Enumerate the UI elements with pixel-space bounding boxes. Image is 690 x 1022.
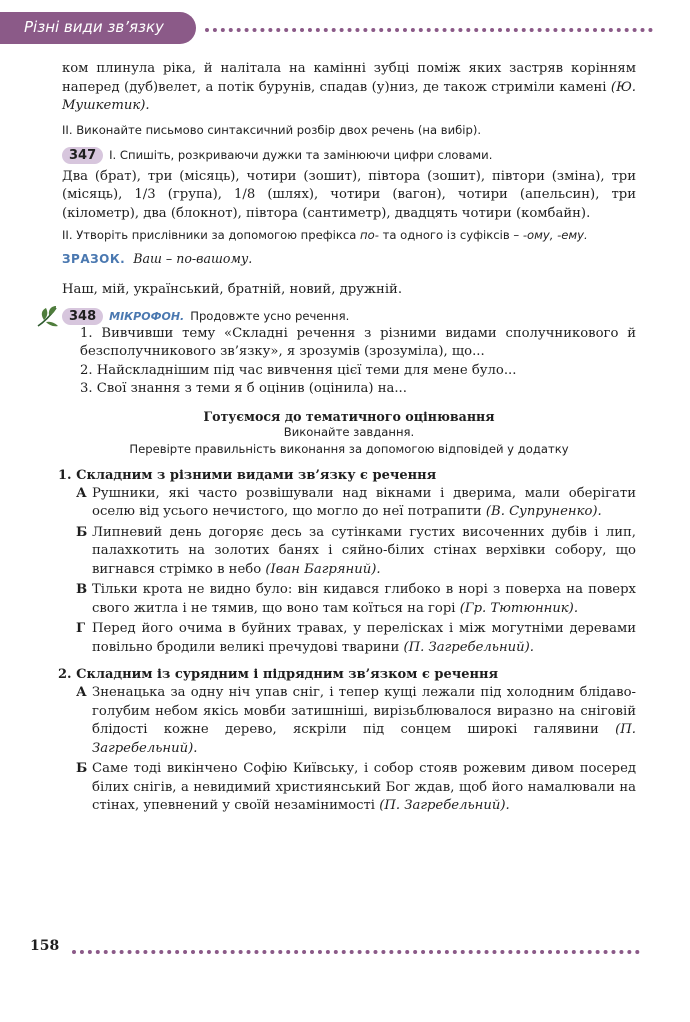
option-text <box>92 760 636 816</box>
exercise-348-item-3: 3. Свої знання з теми я б оцінив (оцінила) на... <box>80 381 407 397</box>
section-line-1: Виконайте завдання. <box>283 424 415 439</box>
question-1-option-v <box>76 581 636 618</box>
task2-suffix-text: та одного із суфіксів – <box>378 228 523 242</box>
option-sentence: Зненацька за одну ніч упав сніг, і тепер кущі лежали під холодним блідаво-голубим небом якісь мовби затишніші, вирізьблювалося виразно на сніговій блідості кожне дерево, яскріли під сонцем широкі галявини <box>92 685 636 738</box>
option-sentence: Саме тоді викінчено Софію Київську, і собор стояв рожевим дивом посеред білих снігів, а невидимий християнський Бог ждав, щоб його намалювали на стінах, упевнений у своїй незамінимості <box>92 761 636 814</box>
intro-tail-text: ком плинула ріка, й налітала на камінні зубці поміж яких застряв корінням наперед (дуб)велет, а потік бурунів, спадав (у)низ, де також стриміли камені <box>62 61 636 95</box>
microphone-label: МІКРОФОН. <box>109 309 185 323</box>
page-content <box>58 60 636 818</box>
sample-text: Ваш – по-вашому. <box>133 251 253 266</box>
option-letter: Б <box>76 524 88 540</box>
exercise-347-body: Два (брат), три (місяць), чотири (зошит), півтора (зошит), півтори (зміна), три (місяць), 1/3 (група), 1/8 (шлях), чотири (вагон), чотири (апельсин), три (кілометр), два (блокнот), півтора (сантиметр), двадцять чотири (комбайн). <box>62 168 636 221</box>
leaf-icon <box>36 304 64 330</box>
sample-label: ЗРАЗОК. <box>62 252 126 266</box>
intro-tail <box>62 60 636 116</box>
header-title: Різні види зв’язку <box>24 18 164 36</box>
option-letter: Г <box>76 621 86 637</box>
exercise-348-number: 348 <box>62 308 103 325</box>
exercise-347-task1: I. Спишіть, розкриваючи дужки та замінюючи цифри словами. <box>109 147 493 162</box>
option-author: (В. Супруненко). <box>485 504 602 520</box>
question-1-option-b <box>76 524 636 580</box>
option-text <box>92 684 636 758</box>
task2-prefix: II. Утворіть прислівники за допомогою префікса <box>62 228 361 242</box>
question-2-option-b <box>76 760 636 816</box>
option-sentence: Липневий день догоряє десь за сутінками густих височенних дубів і лип, палахкотить на золотих банях і сяйно-білих стінах верхівки собору, що вигнався стрімко в небо <box>92 524 636 577</box>
exercise-347-task2 <box>62 227 636 244</box>
option-sentence: Тільки крота не видно було: він кидався глибоко в норі з поверха на поверх свого житла і не тямив, що воно там коїться на горі <box>92 582 636 616</box>
option-text <box>92 524 636 580</box>
intro-tail-author: (Ю. Мушкетик). <box>62 79 636 113</box>
option-letter: А <box>76 685 87 701</box>
option-sentence: Перед його очима в буйних травах, у перелісках і між могутніми деревами повільно бродили великі пречудові тварини <box>92 621 636 655</box>
exercise-347-number: 347 <box>62 147 103 164</box>
exercise-348-item-1: 1. Вивчивши тему «Складні речення з різними видами сполучникового й безсполучникового зв’язку», я зрозумів (зрозуміла), що... <box>80 325 636 360</box>
option-author: (П. Загребельний). <box>379 798 510 814</box>
page-number: 158 <box>30 938 60 954</box>
exercise-347-header <box>62 147 636 164</box>
question-2-head: 2. Складним із сурядним і підрядним зв’язком є речення <box>58 667 499 683</box>
question-2-option-a <box>76 684 636 758</box>
question-1-option-g <box>76 620 636 657</box>
exercise-348-item-2: 2. Найскладнішим під час вивчення цієї теми для мене було... <box>80 362 517 378</box>
option-text <box>92 485 636 522</box>
option-text <box>92 581 636 618</box>
option-letter: Б <box>76 761 88 777</box>
option-letter: В <box>76 582 88 598</box>
section-line-2: Перевірте правильність виконання за допомогою відповідей у додатку <box>129 441 569 456</box>
question-1-option-a <box>76 485 636 522</box>
header-dotted-line <box>205 28 653 32</box>
exercise-347-words: Наш, мій, український, братній, новий, дружній. <box>62 282 403 298</box>
task2-suffixes-italic: -ому, -ему. <box>522 228 588 242</box>
option-author: (П. Загребельний). <box>92 722 636 756</box>
option-text <box>92 620 636 657</box>
option-author: (П. Загребельний). <box>403 639 534 655</box>
header-tab <box>0 12 196 44</box>
section-title: Готуємося до тематичного оцінювання <box>203 408 495 424</box>
exercise-348-task: Продовжте усно речення. <box>190 308 350 323</box>
question-1-head: 1. Складним з різними видами зв’язку є речення <box>58 467 437 483</box>
footer-dotted-line <box>72 950 640 954</box>
task2-prefix-italic: по- <box>360 228 379 242</box>
exercise-347-sample <box>62 250 636 269</box>
option-author: (Гр. Тютюнник). <box>459 600 579 616</box>
exercise-348-header <box>62 308 636 325</box>
option-letter: А <box>76 485 87 501</box>
option-sentence: Рушники, які часто розвішували над вікнами і дверима, мали оберігати оселю від усього нечистого, що могло до неї потрапити <box>92 485 636 520</box>
option-author: (Іван Багряний). <box>265 561 381 577</box>
intro-task2: II. Виконайте письмово синтаксичний розбір двох речень (на вибір). <box>62 122 482 137</box>
